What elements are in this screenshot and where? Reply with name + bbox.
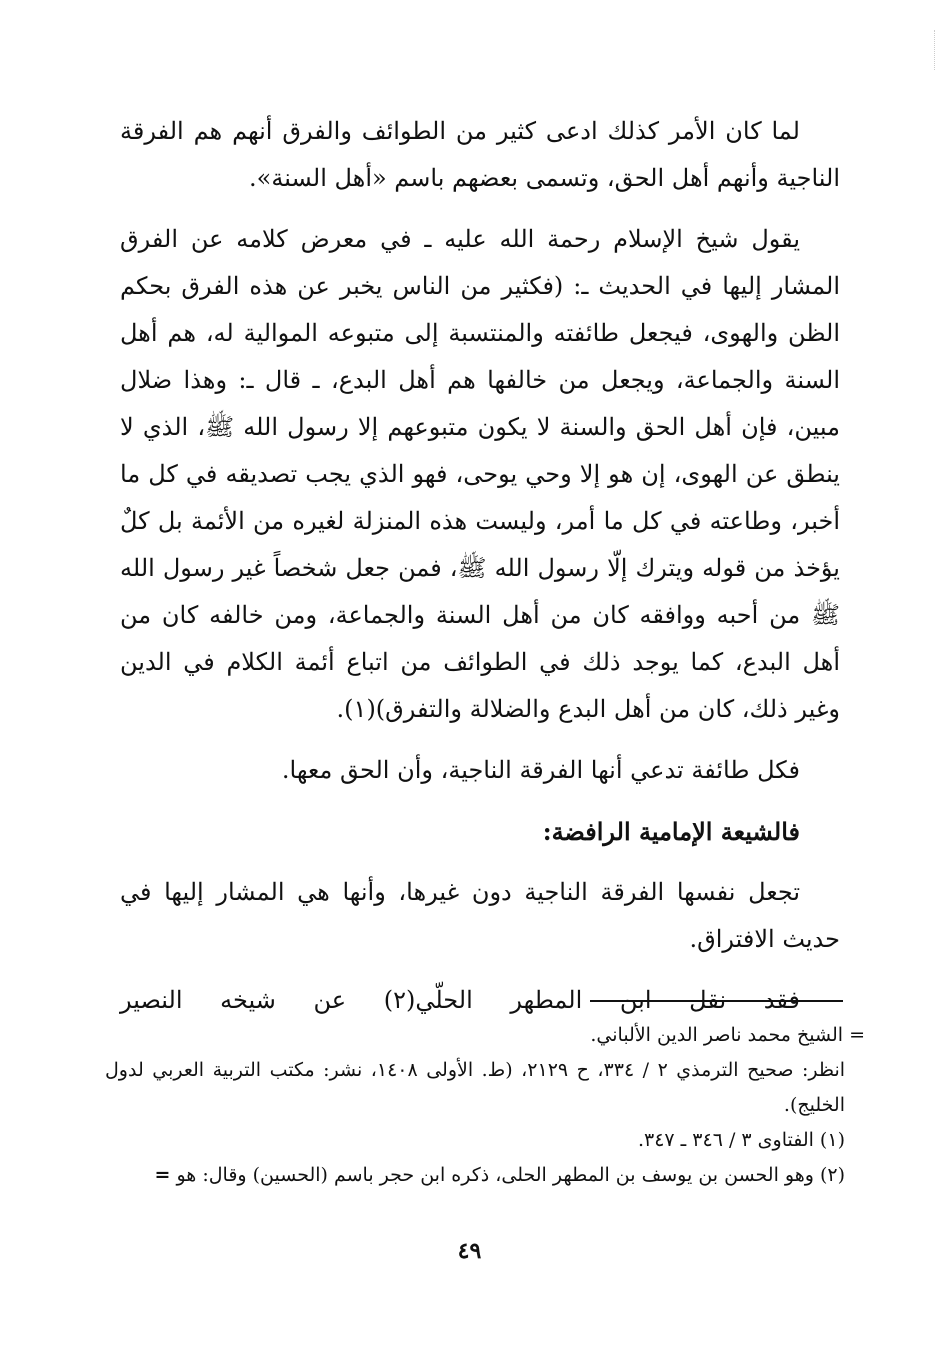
paragraph-quote-ibn-taymiyyah: يقول شيخ الإسلام رحمة الله عليه ـ في معرض كلامه عن الفرق المشار إليها في الحديث ـ: (فكثير من الناس يخبر عن هذه الفرق بحكم الظن والهوى، فيجعل طائفته والمنتسبة إلى متبوعه الموالية له، هم أهل السنة والجماعة، ويجعل من خالفها هم أهل البدع، ـ قال ـ: وهذا ضلال مبين، فإن أهل الحق والسنة لا يكون متبوعهم إلا رسول الله ﷺ، الذي لا ينطق عن الهوى، إن هو إلا وحي يوحى، فهو الذي يجب تصديقه في كل ما أخبر، وطاعته في كل ما أمر، وليست هذه المنزلة لغيره من الأئمة بل كلٌ يؤخذ من قوله ويترك إلّا رسول الله ﷺ، فمن جعل شخصاً غير رسول الله ﷺ من أحبه ووافقه كان من أهل السنة والجماعة، ومن خالفه كان من أهل البدع، كما يوجد ذلك في الطوائف من اتباع أئمة الكلام في الدين وغير ذلك، كان من أهل البدع والضلالة والتفرق)(١). [120, 225, 840, 723]
footnote-2-continues-marker: = [154, 1164, 171, 1186]
scan-edge-mark [932, 30, 935, 70]
footnote-continued-marker: = [849, 1024, 865, 1046]
footnote-continued-line-2: انظر: صحيح الترمذي ٢ / ٣٣٤، ح ٢١٢٩، (ط. الأولى ١٤٠٨، نشر: مكتب التربية العربي لدول الخليج). [105, 1059, 846, 1116]
footnote-2 [105, 1158, 865, 1193]
footnote-2-text: (٢) وهو الحسن بن يوسف بن المطهر الحلى، ذكره ابن حجر باسم (الحسين) وقال: هو [176, 1164, 845, 1186]
footnote-continued-text-1: الشيخ محمد ناصر الدين الألباني. [590, 1024, 844, 1046]
footnote-continued-line-1 [105, 1018, 865, 1053]
page-number: ٤٩ [457, 1238, 482, 1264]
paragraph-ibn-mutahhar: فقد نقل ابن المطهر الحلّي(٢) عن شيخه النصير [120, 986, 800, 1014]
section-heading-shia: فالشيعة الإمامية الرافضة: [542, 817, 800, 846]
paragraph-each-sect: فكل طائفة تدعي أنها الفرقة الناجية، وأن الحق معها. [281, 756, 800, 784]
footnote-separator [590, 1000, 843, 1002]
footnotes [105, 1018, 865, 1193]
paragraph-intro: لما كان الأمر كذلك ادعى كثير من الطوائف والفرق أنهم هم الفرقة الناجية وأنهم أهل الحق، وتسمى بعضهم باسم «أهل السنة». [120, 117, 840, 192]
footnote-1: (١) الفتاوى ٣ / ٣٤٦ ـ ٣٤٧. [637, 1129, 845, 1151]
main-text [120, 108, 840, 1038]
paragraph-shia-claim: تجعل نفسها الفرقة الناجية دون غيرها، وأنها هي المشار إليها في حديث الافتراق. [120, 878, 840, 953]
